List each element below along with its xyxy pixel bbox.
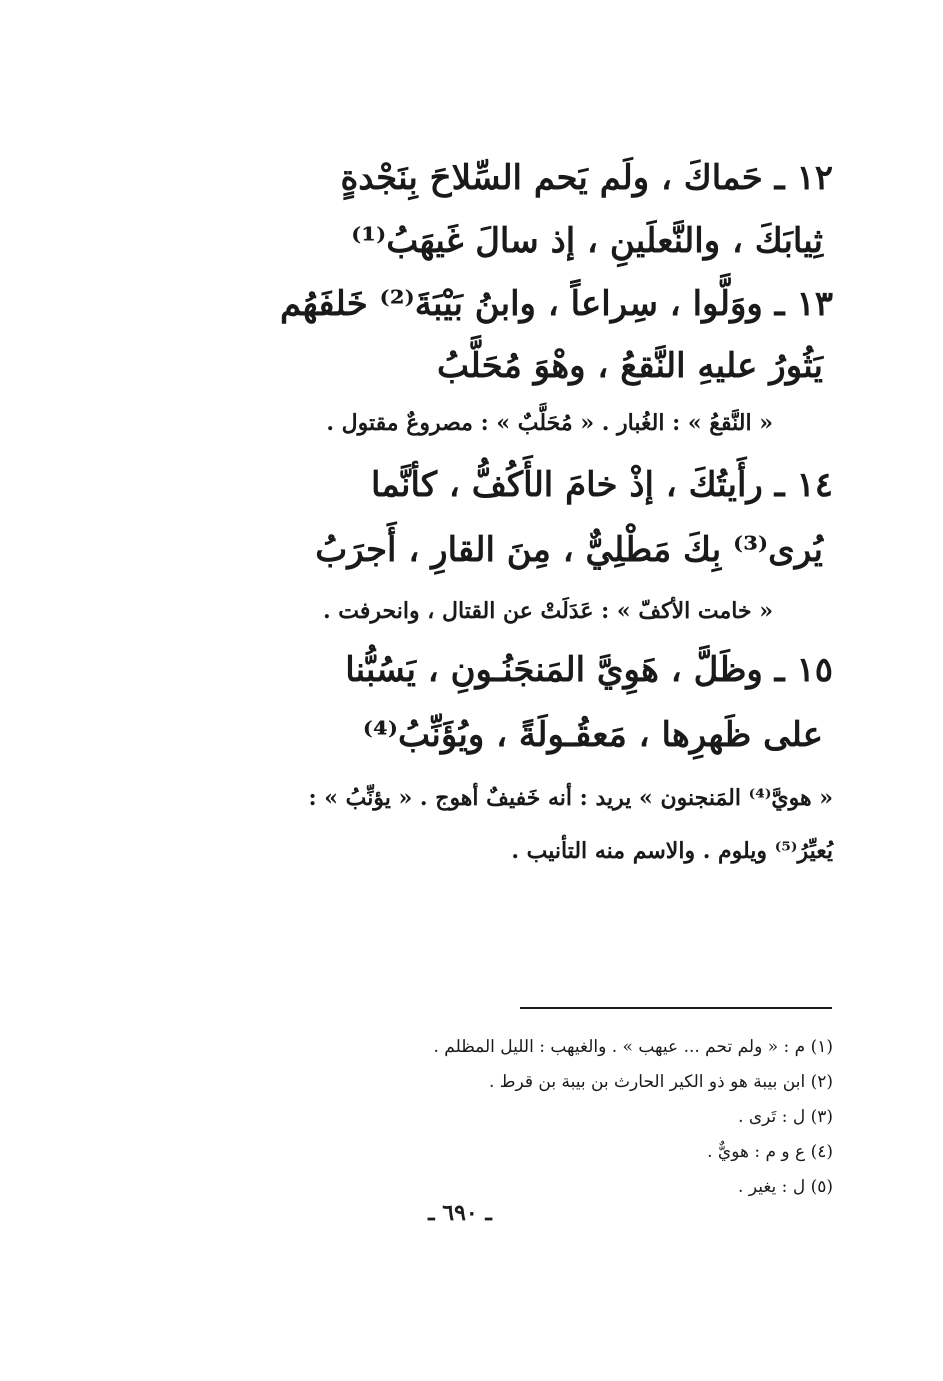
verse-14-second-hemistich: يُرى⁽³⁾ بِكَ مَطْلِيٌّ ، مِنَ القارِ ، أَجرَبُ [315,530,823,570]
gloss-verse-14: « خامت الأكفّ » : عَدَلَتْ عن القتال ، وانحرفت . [322,598,773,624]
gloss-verse-15-line-1: « هويَّ⁽⁴⁾ المَنجنون » يريد : أنه خَفيفٌ أهوج . « يؤنِّبُ » : [308,785,833,811]
footnote-5: (٥) ل : يغير . [738,1177,833,1197]
page-number: ـ ٦٩٠ ـ [428,1200,492,1226]
gloss-verse-15-line-2: يُعيِّرُ⁽⁵⁾ ويلوم . والاسم منه التأنيب . [511,838,833,864]
footnote-3: (٣) ل : تَرى . [738,1107,833,1127]
footnote-1: (١) م : « ولم تحم ... عيهب » . والغيهب : الليل المظلم . [433,1037,833,1057]
verse-13-first-hemistich: ١٣ ـ ووَلَّوا ، سِراعاً ، وابنُ بَيْبَةَ⁽²⁾ خَلفَهُم [279,284,833,324]
footnotes [433,1030,833,1205]
verse-12-first-hemistich: ١٢ ـ حَماكَ ، ولَم يَحم السِّلاحَ بِنَجْدةٍ [340,158,833,198]
footnote-4: (٤) ع و م : هويٌّ . [707,1142,833,1162]
verse-15-first-hemistich: ١٥ ـ وظَلَّ ، هَوِيَّ المَنجَنُـونِ ، يَسُبُّنا [345,650,833,690]
gloss-verse-13: « النَّقعُ » : الغُبار . « مُحَلَّبٌ » : مصروعٌ مقتول . [326,410,773,436]
footnote-separator [520,1007,832,1009]
verse-13-second-hemistich: يَثُورُ عليهِ النَّقعُ ، وهْوَ مُحَلَّبُ [437,346,823,386]
verse-15-second-hemistich: على ظَهرِها ، مَعقُـولَةً ، ويُؤَنِّبُ⁽⁴⁾ [362,715,823,755]
verse-12-second-hemistich: ثِيابَكَ ، والنَّعلَينِ ، إذ سالَ غَيهَبُ⁽¹⁾ [351,221,823,261]
footnote-2: (٢) ابن بيبة هو ذو الكير الحارث بن بيبة بن قرط . [488,1072,833,1092]
verse-14-first-hemistich: ١٤ ـ رأَيتُكَ ، إذْ خامَ الأَكُفُّ ، كأنَّما [371,465,833,505]
